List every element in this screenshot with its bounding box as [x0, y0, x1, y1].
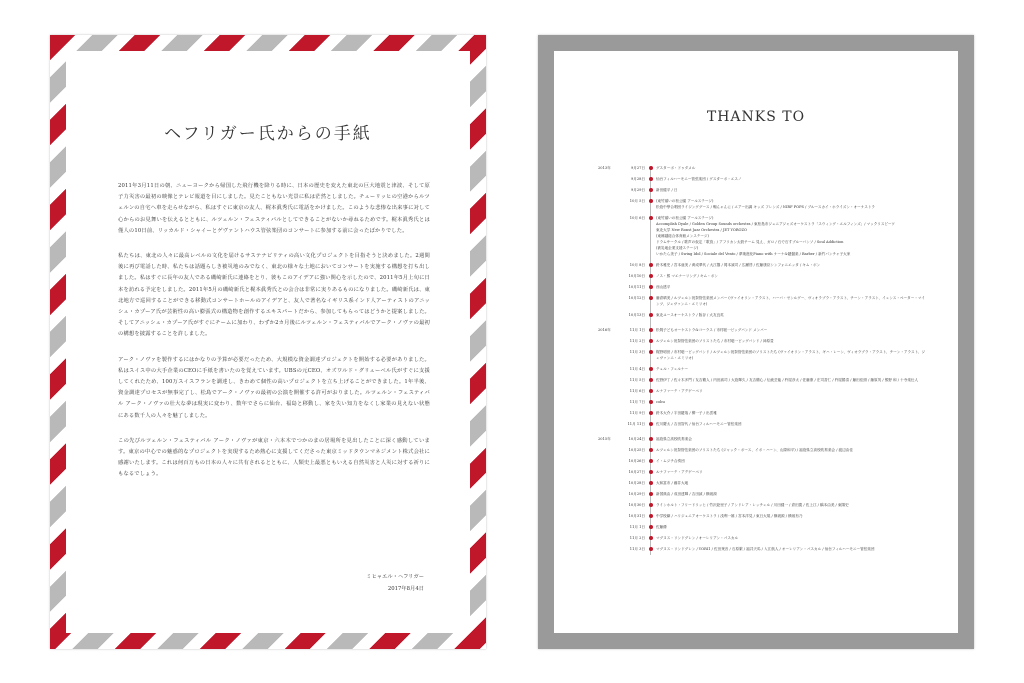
timeline-date: 11月 9日 [629, 411, 645, 415]
timeline-event: 中学校劇 / ハリジュニアオーケストラ / 浅利一雄 / 宮本洋見 / 東日大規 / 横坂源 / 横坂有乃 [656, 514, 803, 518]
timeline-row [598, 458, 928, 464]
timeline-row [598, 388, 928, 394]
timeline-row [598, 366, 928, 372]
timeline-event: 梶野明世 / 市村聡一ビッグバンド / ルツェルン祝祭管弦楽団のソリストたち (ヴァイオリン・アラスト、ギハ・レーン、ヴィオラブラ・アラスト、チーン・アラスト、ジェヴァンニ・エミリオ) [656, 350, 926, 360]
timeline-date: 11月 2日 [629, 536, 645, 540]
timeline-event: 松岡子どもオーケストラ&コーラス / 市村聡一ビッグバンド メンバー [656, 328, 768, 332]
timeline-event: (東竹頭いの松公園 アールステージ) 松島中學合唱団ライジンググース / 蜘んゃんに / エアー出調 キッズ フレンズ / NIRF POPS / ブルースカイ・ホライズン・オーケストラ [656, 199, 876, 209]
letter-paragraph: アーク・ノヴァを製作するにはかなりの予算が必要だったため、大規模な資金調達プロジェクトを開始する必要がありました。私はスイス中の大手企業のCEOに手紙を書いたのを覚えています。UBSの元CEO、オズワルド・グリューベル氏がすぐに支援してくれたため、100万スイスフランを調達し、きわめて個性の高いプロジェクトを立ち上げることができました。1年半後、資金調達プロセスが無事完了し、松島でアーク・ノヴァの最初の公演を開催する許可がおりました。ルツェルン・フェスティバル アーク・ノヴァの壮大な夢は現実に変わり、数年でさらに仙台、福島と移動し、家を失い知力をなくし家業の見えない状態にある数千人の人々を魅了しました。 [118, 356, 430, 419]
timeline-year: 2016年 [598, 328, 611, 332]
timeline-date: 11月 4日 [629, 367, 645, 371]
timeline-row [598, 410, 928, 416]
timeline-dot-icon [649, 481, 653, 485]
timeline-dot-icon [649, 400, 653, 404]
timeline-date: 10月30日 [628, 503, 645, 507]
timeline-dot-icon [649, 422, 653, 426]
thanks-content [554, 51, 958, 633]
timeline-event: 鈴木大介 / 宇田鍵哉 / 柳一子 / 出雲雅 [656, 411, 717, 415]
timeline-date: 10月 6日 [629, 216, 645, 220]
timeline-dot-icon [649, 339, 653, 343]
timeline-row [598, 399, 928, 405]
timeline-dot-icon [649, 547, 653, 551]
timeline-event: ノス・熊 マエナーリング / キム・ボン [656, 274, 718, 278]
timeline-date: 11月 6日 [629, 389, 645, 393]
timeline-event: マグヌス・リンドグレン / YORI1 / 佐田衆音 / 石原繁 / 福井天馬 / 入江航人 / オーレリアン・パスカル / 仙台フィルハーモニー管弦楽団 [656, 547, 875, 551]
timeline-event: 仙台フィルハーモニー管弦楽団 / グスターボ・エスノ [656, 177, 742, 181]
timeline-date: 11月 2日 [629, 339, 645, 343]
timeline-year: 2013年 [598, 166, 611, 170]
timeline-date: 10月24日 [628, 437, 645, 441]
timeline-dot-icon [649, 328, 653, 332]
timeline-event: 佐藤優 [656, 525, 667, 529]
timeline-event: ルナファーテ・アデゲーベリ [656, 470, 703, 474]
timeline-row [598, 273, 928, 279]
thanks-timeline [598, 165, 928, 557]
timeline-row [598, 535, 928, 541]
timeline-dot-icon [649, 199, 653, 203]
timeline-dot-icon [649, 503, 653, 507]
timeline-date: 10月27日 [628, 470, 645, 474]
timeline-event: 福島県立高校吹奏楽会 [656, 437, 692, 441]
timeline-row [598, 295, 928, 307]
timeline-dot-icon [649, 448, 653, 452]
timeline-dot-icon [649, 285, 653, 289]
timeline-event: 新国典由 / 成田達輝 / 吉田誠 / 横坂源 [656, 492, 717, 496]
timeline-date: 11月 1日 [629, 525, 645, 529]
timeline-dot-icon [649, 296, 653, 300]
letter-content [66, 51, 470, 633]
timeline-event: 西山透平 [656, 285, 671, 289]
timeline-event: 東北ユースオーケストラ / 阪谷 / 大友良英 [656, 313, 724, 317]
timeline-row [598, 312, 928, 318]
timeline-date: 9月28日 [630, 177, 645, 181]
timeline-event: 新田健平 / 日 [656, 188, 678, 192]
timeline-date: 10月11日 [628, 285, 645, 289]
timeline-row [598, 524, 928, 530]
timeline-event: 鈴木雅史 / 宮本亜美 / 黄成華代 / 大江馨 / 岡本誠司 / 広瀬啓 / 佐藤康臣シンフォニエッタ / キム・ボン [656, 263, 821, 267]
timeline-dot-icon [649, 274, 653, 278]
timeline-event: ルツェルン祝祭管弦楽団のソリストたち / 市村聡一ビッグバンド / 神原豊 [656, 339, 774, 343]
timeline-date: 11月 11日 [627, 422, 645, 426]
letter-title: ヘフリガー氏からの手紙 [164, 124, 372, 144]
timeline-dot-icon [649, 367, 653, 371]
timeline-row [598, 176, 928, 182]
thanks-title: THANKS TO [706, 109, 806, 125]
timeline-event: 大和富市 / 藤井大地 [656, 481, 689, 485]
timeline-row [598, 546, 928, 552]
timeline-date: 10月31日 [628, 514, 645, 518]
timeline-event: (東竹頭いの松公園 アールステージ) Accomplish Dyale / Golden Group Sounds orchestra / 東松島市ジュニアジャズオーケストラ「スウィング・エルフィンズ」/ マックリスピーツ 東北大学 New Ronst Jazz Orchestra / JET YOROZO (東郷越総合体育館メンステージ) ドラムサークル / 歌声の仮定「歌鳥」/ アフリカン太鼓チーム 見え、ガロ / 石で石すブルーバンソ / Soul Addiction (被災地企業支援ステージ) いかたら美子 / Swing Idol / Sociale del Vento / 夢琉進化Piano with ケーナ&鍵盤楽 / Barber / 新竹パンチャ子大家 [656, 216, 895, 256]
timeline-row [598, 198, 928, 210]
timeline-row [598, 421, 928, 427]
thanks-page [538, 35, 974, 649]
timeline-row [598, 349, 928, 361]
timeline-row [598, 480, 928, 486]
timeline-dot-icon [649, 525, 653, 529]
letter-date: 2017年8月4日 [387, 586, 424, 592]
timeline-dot-icon [649, 177, 653, 181]
timeline-row [598, 377, 928, 383]
timeline-dot-icon [649, 459, 653, 463]
timeline-date: 10月 8日 [629, 263, 645, 267]
timeline-date: 9月29日 [630, 188, 645, 192]
timeline-row [598, 469, 928, 475]
timeline-date: 10月10日 [628, 274, 645, 278]
timeline-year: 2015年 [598, 437, 611, 441]
timeline-date: 11月 1日 [629, 328, 645, 332]
timeline-event: cobu [656, 400, 665, 404]
timeline-dot-icon [649, 514, 653, 518]
timeline-date: 10月26日 [628, 459, 645, 463]
timeline-date: 10月29日 [628, 492, 645, 496]
timeline-event: ラインホルト・フリードリッヒ / 竹沢絵里子 / アンドレア・レッチェル / 川田健一 / 倉田寛 / 佐上江 / 橋本由美 / 東陽史 [656, 503, 849, 507]
timeline-dot-icon [649, 263, 653, 267]
timeline-row [598, 165, 928, 171]
timeline-dot-icon [649, 313, 653, 317]
timeline-dot-icon [649, 492, 653, 496]
timeline-date: 9月27日 [630, 166, 645, 170]
timeline-row [598, 502, 928, 508]
timeline-row [598, 215, 928, 257]
letter-paragraph: この先びルツェルン・フェスティバル アーク・ノヴァが東京・六本木でつかのまの居場所を見出したことに深く感動しています。東京の中心での魅惑的なプロジェクトを実現するため熱心に支援してくださった東京ミッドタウンマネジメント株式会社に感謝いたします。これは何百万もの日本の人々に共有されるとともに、人類史上最悪ともいえる自然災害と人災に対する祈りにもなるでしょう。 [118, 437, 430, 478]
timeline-event: 藤倉晴美 / ルツェルン祝祭管弦楽団メンバー (ヴァイオリン・アラスト、ハーバ・ゼンルグー、ヴィオラブラ・アラスト、チーン・アラスト、イェンス・ペーター・マインツ、ジェヴァンニ・エミリオ) [656, 296, 926, 306]
timeline-date: 11月 7日 [629, 400, 645, 404]
timeline-row [598, 262, 928, 268]
timeline-event: テュル・フェルナー [656, 367, 689, 371]
letter-signature-block [366, 571, 424, 595]
timeline-dot-icon [649, 411, 653, 415]
timeline-dot-icon [649, 216, 653, 220]
letter-body [118, 181, 430, 495]
letter-paragraph: 2011年3月11日の朝、ニューヨークから帰国した飛行機を降りる時に、日本の歴史を変えた東北の巨大地震と津波、そして原子力災害の最初の映像とテレビ報道を目にしました。見たこともない光景に私は茫然としました。チューリッヒの空港からルツェルンの自宅へ車を走らせながら、私はすぐに東京の友人、梶本眞秀氏に電話をかけました。このような悲惨な出来事に対して心からのお見舞いを伝えるとともに、ルツェルン・フェスティバルとしてできることがないか尋ねるためです。梶本眞秀氏とは僅人の10日前、リッカルド・シャイーとゲヴァントハウス管弦楽団のコンサートに参加する前に会ったばかりでした。 [118, 183, 430, 234]
timeline-row [598, 436, 928, 442]
timeline-date: 10月13日 [628, 313, 645, 317]
timeline-row [598, 513, 928, 519]
timeline-event: 佐川慶太 / 吉田智代 / 仙台フィルハーモニー管弦楽団 [656, 422, 742, 426]
timeline-dot-icon [649, 188, 653, 192]
timeline-row [598, 491, 928, 497]
timeline-dot-icon [649, 536, 653, 540]
letter-paragraph: 私たちは、東北の人々に最高レベルの文化を届けるサステナビリティの高い文化プロジェクトを目指そうと決めました。2週間後に再び電話した時、私たちは話題らしき被災地のみでなく、東北の様々な土地においてコンサートを実施する構想を打ち出しました。私はすぐに長年の友人である磯崎新氏に連絡をとり、彼もこのアイデアに強い関心を示したので、2011年5月上旬に日本を訪れる予定をしました。2011年5月の磯崎新氏と梶本眞秀氏との会合は非常に実りあるものになりました。磯崎新氏は、東北地方で巡回することができる移動式コンサートホールのアイデアと、友人で著名なイギリス系インド人アーティストのアニッシュ・カプーア氏が芸術性の高い膨張式の構造物を創作するエキスパートだから、参加してもらってはどうかと提案しました。そしてアニッシュ・カプーア氏がすぐにチームに加わり、わずか2カ月後にルツェルン・フェスティバルでアーク・ノヴァの最初の構想を披露することを許しました。 [118, 253, 430, 338]
letter-page [50, 35, 486, 649]
timeline-dot-icon [649, 166, 653, 170]
timeline-date: 11月 3日 [629, 350, 645, 354]
timeline-dot-icon [649, 350, 653, 354]
timeline-date: 10月28日 [628, 481, 645, 485]
timeline-date: 11月 3日 [629, 547, 645, 551]
timeline-date: 11月 5日 [629, 378, 645, 382]
timeline-dot-icon [649, 437, 653, 441]
letter-signature: ミヒャエル・ヘフリガー [366, 574, 424, 580]
timeline-date: 10月 5日 [629, 199, 645, 203]
timeline-date: 10月12日 [628, 296, 645, 300]
timeline-event: イ・ムジチ合奏団 [656, 459, 685, 463]
timeline-row [598, 187, 928, 193]
timeline-row [598, 327, 928, 333]
timeline-row [598, 447, 928, 453]
timeline-date: 10月25日 [628, 448, 645, 452]
timeline-dot-icon [649, 389, 653, 393]
timeline-event: グスターボ・ドゥダメル [656, 166, 696, 170]
timeline-dot-icon [649, 378, 653, 382]
timeline-event: マグヌス・リンドグレン / オーレリアン・パスカル [656, 536, 739, 540]
timeline-row [598, 284, 928, 290]
timeline-event: ルツェルン祝祭管弦楽団のソリストたち (ジャック・ボース、イボ・ハーン、山際和平) / 福島県立高校吹奏楽会 / 渡辺由佳 [656, 448, 853, 452]
timeline-row [598, 338, 928, 344]
timeline-dot-icon [649, 470, 653, 474]
timeline-event: ルナファーテ・アデゲーベリ [656, 389, 703, 393]
timeline-event: 佐野伊丁 / 佐々木多門 / 友吉鶴人 / 内田誠司 / 大島輝久 / 友吉鶴心 / 伝統芸能 / 杵屋彦太 / 佐藤康 / 庄司香仁 / 杵屋勝清 / 藤田佳照 / 藤原茂 / 熊野 和 / 十寺楽仕人 [656, 378, 919, 382]
